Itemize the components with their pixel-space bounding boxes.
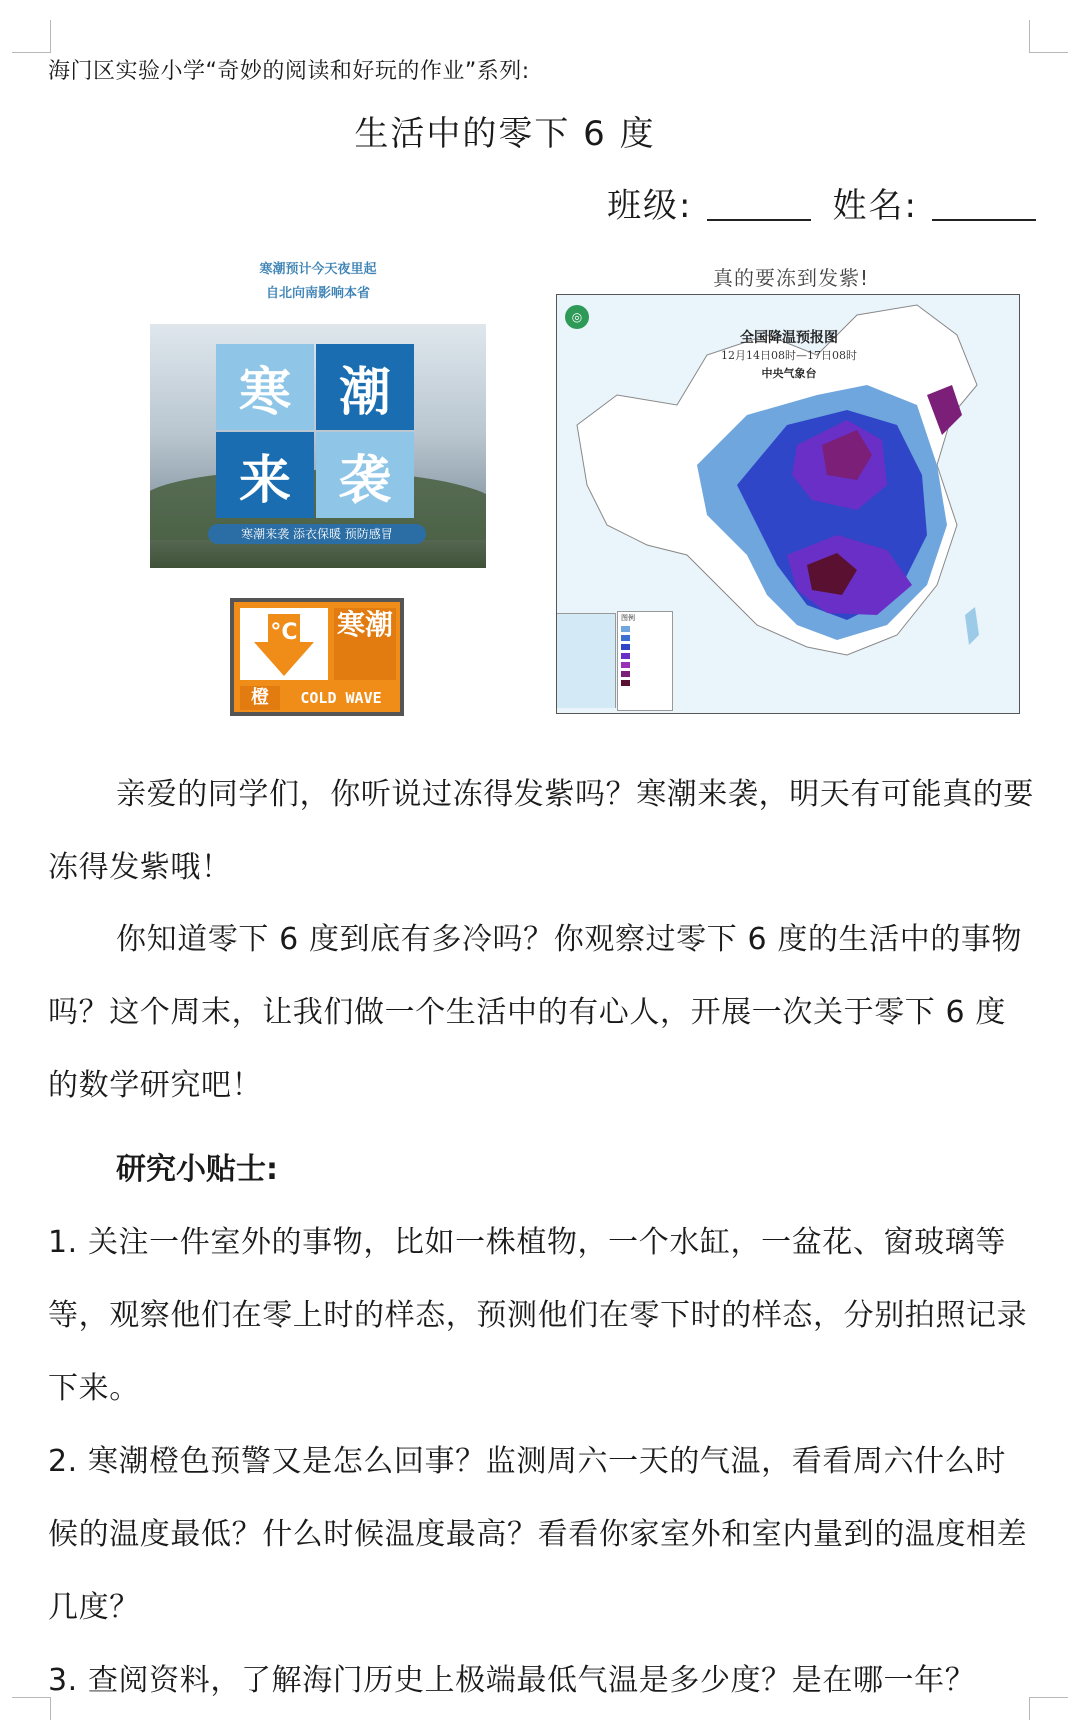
legend-swatch	[621, 635, 630, 641]
class-blank-line[interactable]	[707, 185, 811, 221]
legend-rows	[618, 624, 672, 687]
page-title: 生活中的零下 6 度	[354, 114, 656, 154]
legend-swatch-row	[618, 660, 672, 669]
cold-wave-caption-line2: 自北向南影响本省	[265, 286, 370, 301]
legend-swatch	[621, 626, 630, 632]
map-period: 12月14日08时—17日08时	[721, 349, 857, 362]
name-label: 姓名:	[832, 186, 918, 226]
tile-char-3: 来	[216, 432, 314, 518]
legend-swatch-row	[618, 624, 672, 633]
tips-heading: 研究小贴士:	[116, 1152, 278, 1187]
crop-mark-top-left	[12, 20, 51, 53]
legend-title: 图例	[621, 614, 635, 622]
map-source: 中央气象台	[761, 367, 817, 380]
tip-item-2: 2. 寒潮橙色预警又是怎么回事？监测周六一天的气温，看看周六什么时候的温度最低？什么时候温度最高？看看你家室外和室内量到的温度相差几度？	[48, 1444, 1028, 1625]
warning-level: 橙	[240, 686, 280, 710]
intro-paragraph-2: 你知道零下 6 度到底有多冷吗？你观察过零下 6 度的生活中的事物吗？这个周末，让我们做一个生活中的有心人，开展一次关于零下 6 度的数学研究吧！	[48, 922, 1023, 1103]
legend-swatch	[621, 680, 630, 686]
south-sea-inset	[557, 613, 616, 708]
arrow-panel	[240, 608, 328, 680]
legend-swatch	[621, 644, 630, 650]
cold-wave-caption-line1: 寒潮预计今天夜里起	[259, 262, 377, 277]
map-caption: 真的要冻到发紫!	[712, 266, 870, 290]
cooling-forecast-map	[556, 294, 1020, 714]
legend-swatch	[621, 662, 630, 668]
student-info-fields	[607, 178, 1036, 227]
crop-mark-bottom-right	[1029, 1697, 1068, 1720]
cold-wave-warning-badge	[230, 598, 404, 716]
legend-swatch-row	[618, 651, 672, 660]
name-blank-line[interactable]	[932, 185, 1036, 221]
tile-char-1: 寒	[216, 344, 314, 430]
legend-swatch	[621, 671, 630, 677]
badge-vertical-text: 寒潮	[334, 608, 396, 680]
map-legend	[617, 611, 673, 711]
class-label: 班级:	[607, 186, 693, 226]
legend-swatch-row	[618, 633, 672, 642]
crop-mark-bottom-left	[12, 1697, 51, 1720]
badge-english-label: COLD WAVE	[300, 689, 382, 707]
weather-logo-icon: ◎	[565, 305, 589, 329]
legend-swatch-row	[618, 678, 672, 687]
legend-swatch-row	[618, 642, 672, 651]
intro-paragraph-1: 亲爱的同学们，你听说过冻得发紫吗？寒潮来袭，明天有可能真的要冻得发紫哦！	[48, 777, 1034, 885]
series-heading: 海门区实验小学“奇妙的阅读和好玩的作业”系列:	[48, 59, 530, 84]
cold-wave-image	[150, 324, 486, 568]
celsius-unit: °C	[270, 620, 298, 645]
legend-swatch	[621, 653, 630, 659]
cold-wave-caption	[150, 258, 486, 306]
cold-wave-banner: 寒潮来袭 添衣保暖 预防感冒	[208, 524, 426, 544]
tip-item-1: 1. 关注一件室外的事物，比如一株植物，一个水缸，一盆花、窗玻璃等等，观察他们在零上时的样态，预测他们在零下时的样态，分别拍照记录下来。	[48, 1225, 1028, 1406]
map-title: 全国降温预报图	[740, 330, 838, 346]
tile-char-4: 袭	[316, 432, 414, 518]
legend-swatch-row	[618, 669, 672, 678]
tip-item-3: 3. 查阅资料，了解海门历史上极端最低气温是多少度？是在哪一年？	[48, 1663, 976, 1698]
tile-char-2: 潮	[316, 344, 414, 430]
crop-mark-top-right	[1029, 20, 1068, 53]
